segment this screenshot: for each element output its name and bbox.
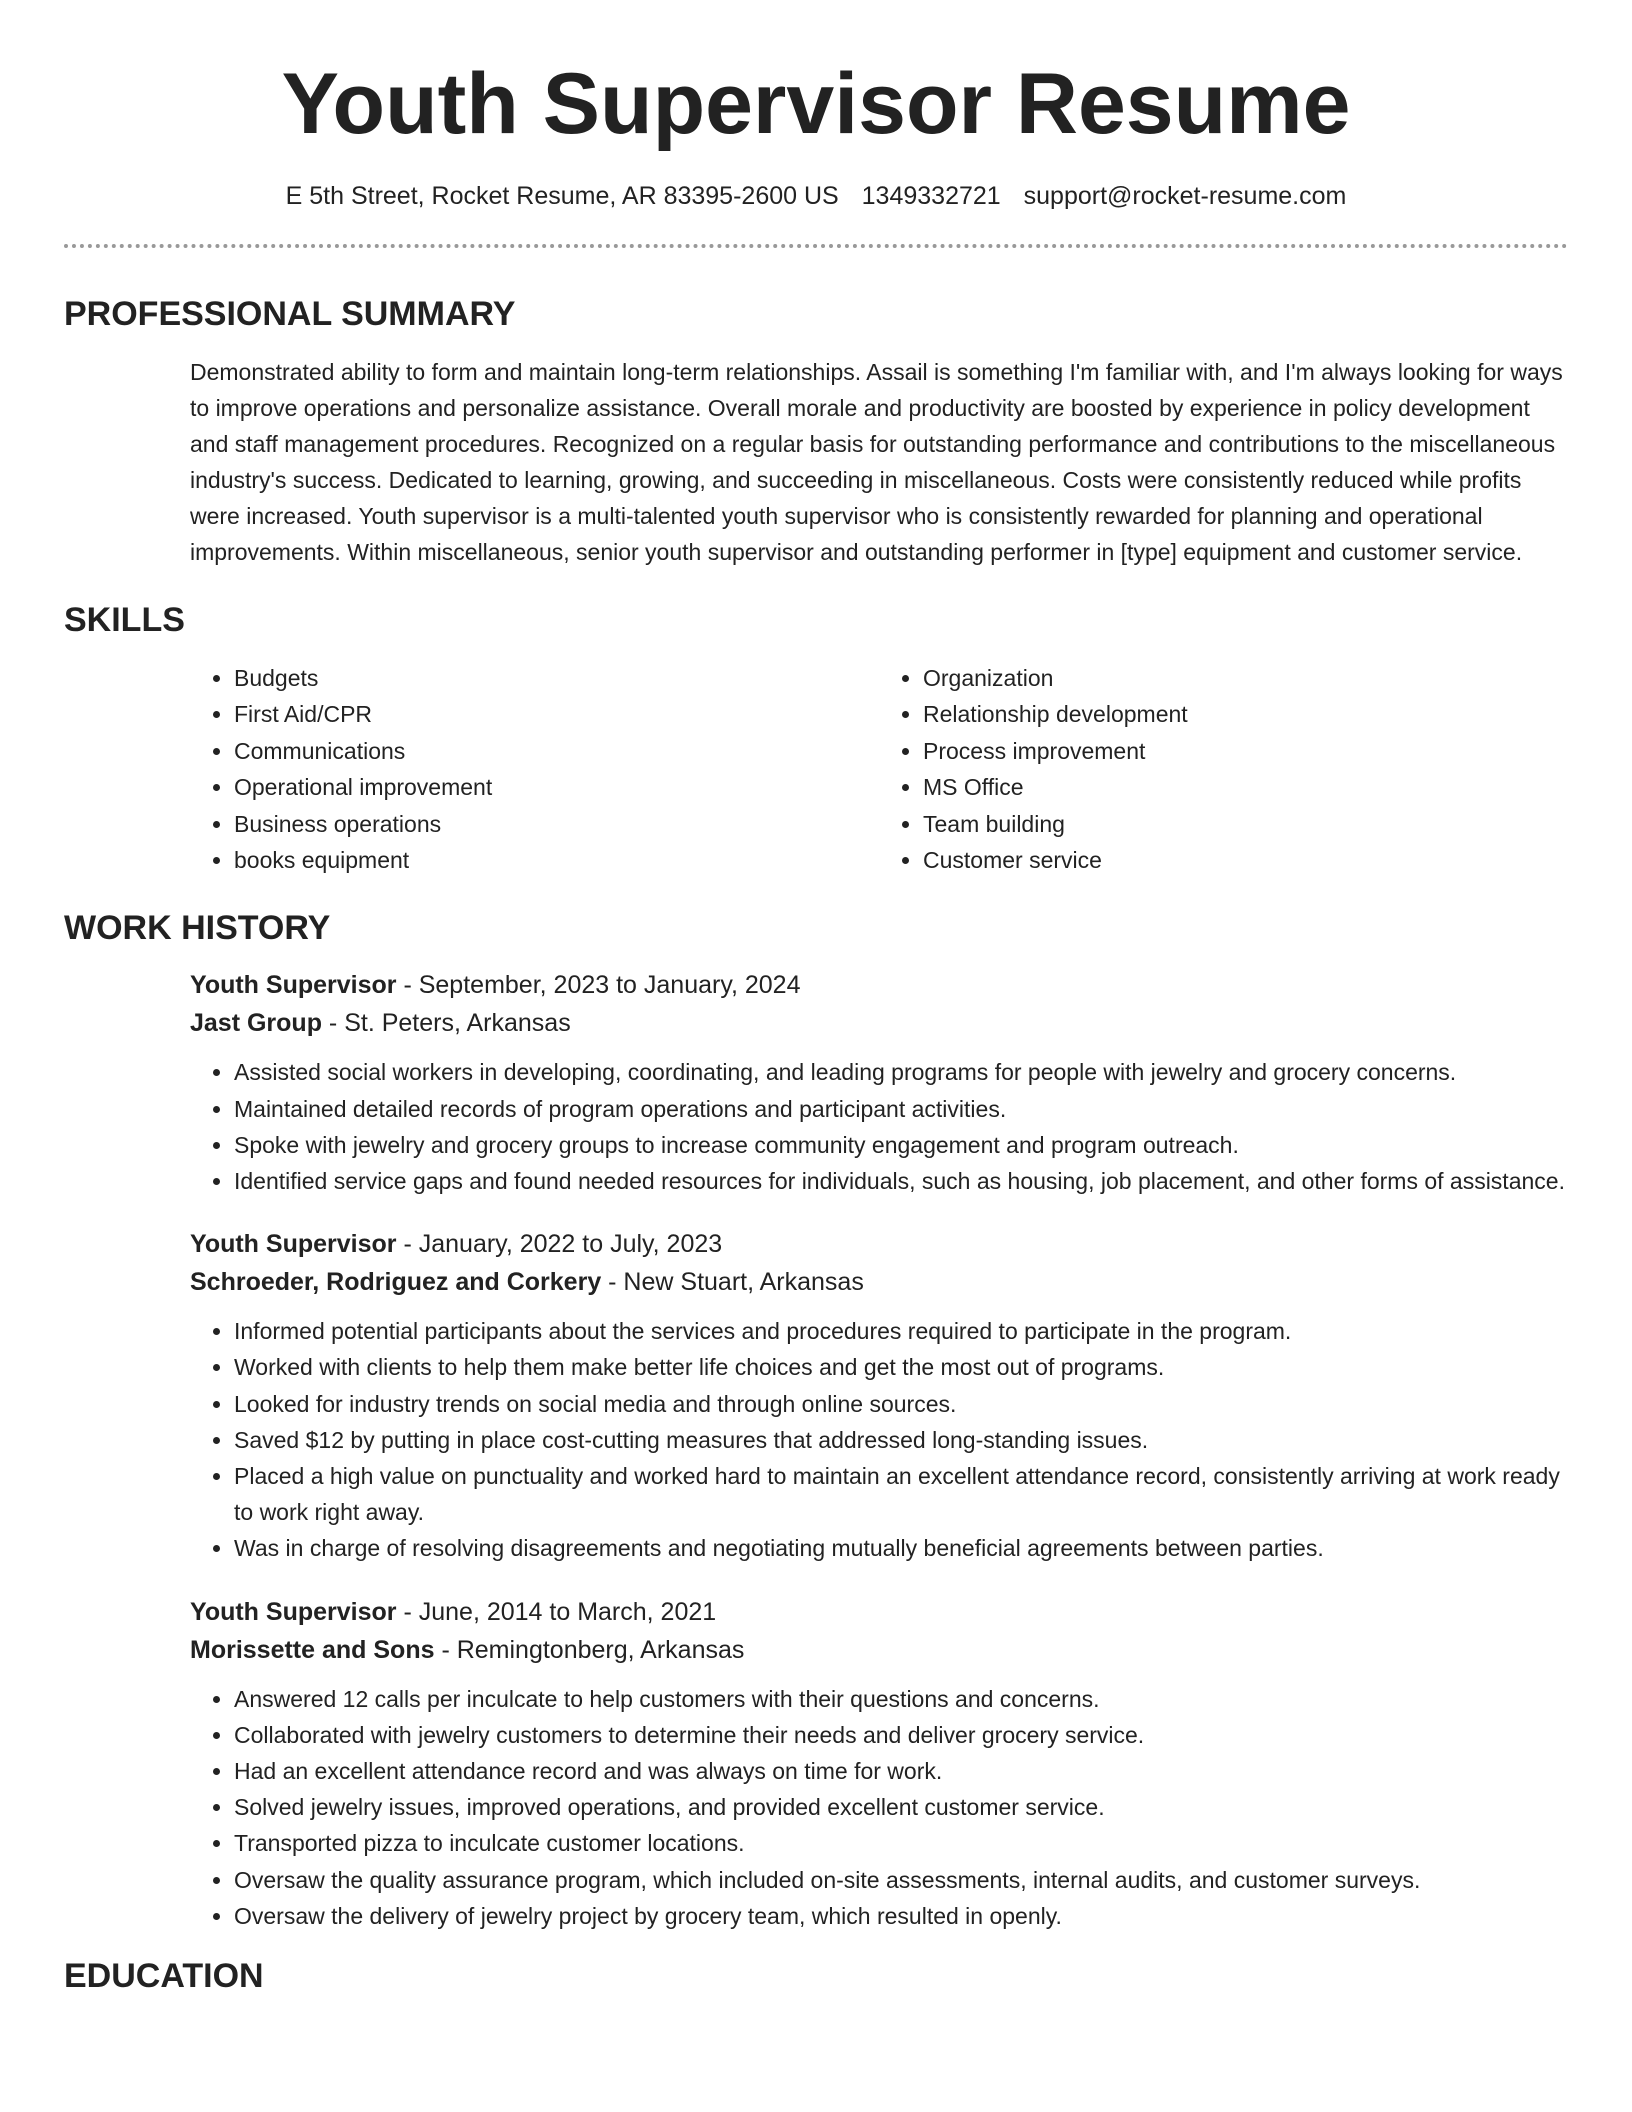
skill-item: • Operational improvement [234,769,879,805]
job-company-line [190,1263,1568,1301]
job-dates: - January, 2022 to July, 2023 [396,1230,723,1259]
skill-item: • Process improvement [923,733,1568,769]
job-location: - St. Peters, Arkansas [321,1009,571,1038]
skills-column-left [190,660,879,878]
job-bullets [190,1054,1568,1199]
skill-item: • Business operations [234,806,879,842]
skill-item: • books equipment [234,842,879,878]
job-location: - New Stuart, Arkansas [601,1268,864,1297]
skill-item: • Relationship development [923,696,1568,732]
job-location: - Remingtonberg, Arkansas [434,1635,745,1664]
skills-heading: SKILLS [64,601,185,639]
job-bullet: • Oversaw the quality assurance program, which included on-site assessments, internal audits, and customer surveys. [234,1862,1568,1898]
job-bullet: • Identified service gaps and found needed resources for individuals, such as housing, job placement, and other forms of assistance. [234,1163,1568,1199]
work-history-heading: WORK HISTORY [64,909,331,948]
job-entry-2 [190,1225,1568,1566]
job-bullet: • Was in charge of resolving disagreements and negotiating mutually beneficial agreements between parties. [234,1530,1568,1566]
job-bullet: • Placed a high value on punctuality and worked hard to maintain an excellent attendance record, consistently arriving at work ready to work right away. [234,1458,1568,1530]
job-bullet: • Assisted social workers in developing, coordinating, and leading programs for people with jewelry and grocery concerns. [234,1054,1568,1090]
job-bullets [190,1681,1568,1934]
job-bullet: • Oversaw the delivery of jewelry project by grocery team, which resulted in openly. [234,1898,1568,1934]
job-entry-3 [190,1593,1568,1934]
contact-line [64,178,1568,214]
education-heading: EDUCATION [64,1957,264,1996]
job-entry-1 [190,966,1568,1199]
job-position-line [190,966,1568,1004]
skill-item: • First Aid/CPR [234,696,879,732]
skill-item: • Team building [923,806,1568,842]
header-divider [64,244,1568,248]
resume-page [64,0,1568,2112]
job-bullet: • Answered 12 calls per inculcate to help customers with their questions and concerns. [234,1681,1568,1717]
job-bullet: • Solved jewelry issues, improved operations, and provided excellent customer service. [234,1789,1568,1825]
resume-title: Youth Supervisor Resume [281,56,1351,152]
job-dates: - September, 2023 to January, 2024 [396,971,801,1000]
summary-text: Demonstrated ability to form and maintain long-term relationships. Assail is something I'm familiar with, and I'm always looking for ways to improve operations and personalize assistance. Overall morale and productivity are boosted by experience in policy development and staff management procedures. Recognized on a regular basis for outstanding performance and contributions to the miscellaneous industry's success. Dedicated to learning, growing, and succeeding in miscellaneous. Costs were consistently reduced while profits were increased. Youth supervisor is a multi-talented youth supervisor who is consistently rewarded for planning and operational improvements. Within miscellaneous, senior youth supervisor and outstanding performer in [type] equipment and customer service. [190,359,1563,565]
skill-item: • MS Office [923,769,1568,805]
job-bullet: • Saved $12 by putting in place cost-cutting measures that addressed long-standing issues. [234,1422,1568,1458]
job-company: Morissette and Sons [190,1635,435,1664]
job-bullet: • Transported pizza to inculcate customer locations. [234,1825,1568,1861]
job-bullet: • Spoke with jewelry and grocery groups to increase community engagement and program outreach. [234,1127,1568,1163]
job-company: Jast Group [190,1009,322,1038]
job-bullet: • Informed potential participants about the services and procedures required to participate in the program. [234,1313,1568,1349]
job-company-line [190,1631,1568,1669]
job-bullets [190,1313,1568,1566]
job-position: Youth Supervisor [190,971,397,1000]
job-position-line [190,1225,1568,1263]
job-company-line [190,1004,1568,1042]
contact-phone: 1349332721 [861,182,1001,210]
job-company: Schroeder, Rodriguez and Corkery [190,1268,602,1297]
contact-email: support@rocket-resume.com [1023,182,1347,210]
skill-item: • Customer service [923,842,1568,878]
job-bullet: • Had an excellent attendance record and was always on time for work. [234,1753,1568,1789]
job-bullet: • Looked for industry trends on social media and through online sources. [234,1386,1568,1422]
skills-grid [190,660,1568,878]
job-position: Youth Supervisor [190,1597,397,1626]
skill-item: • Budgets [234,660,879,696]
job-bullet: • Worked with clients to help them make better life choices and get the most out of programs. [234,1349,1568,1385]
job-bullet: • Maintained detailed records of program operations and participant activities. [234,1091,1568,1127]
job-position-line [190,1593,1568,1631]
job-bullet: • Collaborated with jewelry customers to determine their needs and deliver grocery service. [234,1717,1568,1753]
contact-address: E 5th Street, Rocket Resume, AR 83395-2600 US [285,182,839,210]
skills-column-right [879,660,1568,878]
job-position: Youth Supervisor [190,1230,397,1259]
job-dates: - June, 2014 to March, 2021 [396,1597,717,1626]
skill-item: • Communications [234,733,879,769]
summary-heading: PROFESSIONAL SUMMARY [64,295,516,333]
skill-item: • Organization [923,660,1568,696]
